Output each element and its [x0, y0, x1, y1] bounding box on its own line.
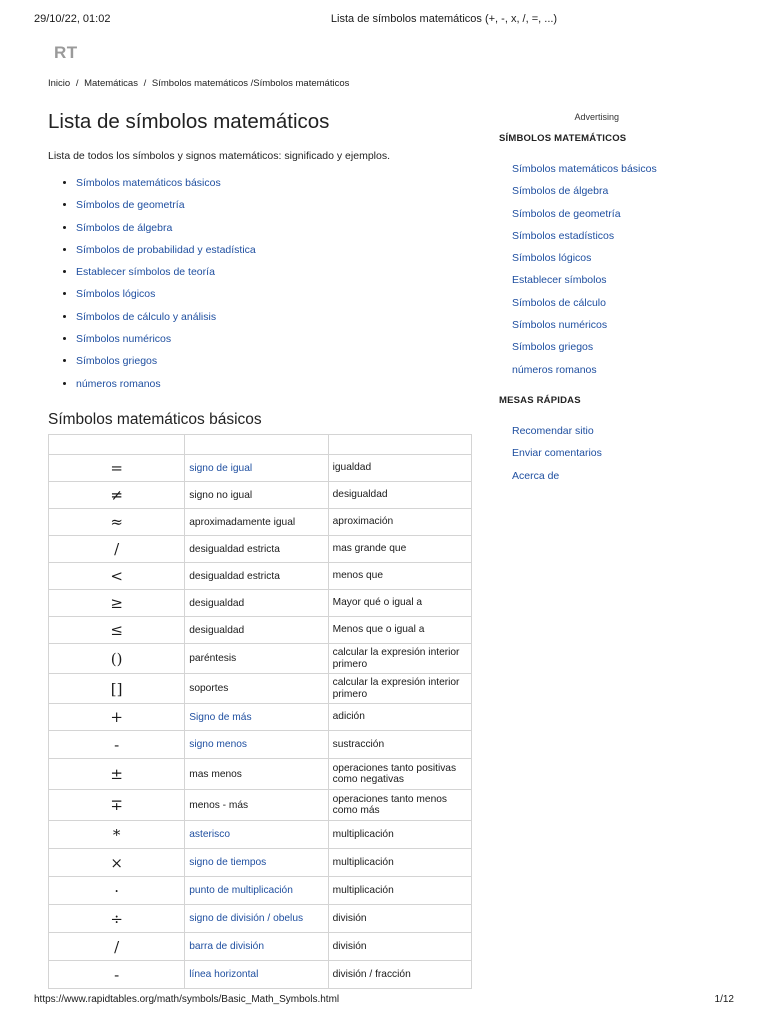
meaning-cell: multiplicación — [328, 849, 471, 877]
sidebar-item — [512, 229, 729, 251]
symbol-name-cell: desigualdad estricta — [185, 536, 328, 563]
meaning-cell: multiplicación — [328, 877, 471, 905]
sidebar-item — [512, 251, 729, 273]
toc-link-calculus[interactable]: Símbolos de cálculo y análisis — [76, 310, 217, 323]
toc-link-greek[interactable]: Símbolos griegos — [76, 355, 158, 368]
breadcrumb-home[interactable]: Inicio — [48, 78, 71, 89]
sidebar-link-statistics[interactable]: Símbolos estadísticos — [512, 229, 615, 242]
sidebar-quick-links — [512, 424, 729, 491]
meaning-cell: división — [328, 905, 471, 933]
sidebar-item — [512, 446, 729, 468]
toc-link-algebra[interactable]: Símbolos de álgebra — [76, 221, 173, 234]
symbol-name-link[interactable]: signo menos — [185, 731, 328, 759]
section-title: Símbolos matemáticos básicos — [48, 410, 262, 428]
symbol-cell: < — [49, 563, 185, 590]
symbol-name-link[interactable]: barra de división — [185, 933, 328, 961]
symbol-cell: - — [49, 731, 185, 759]
symbol-name-cell: desigualdad — [185, 590, 328, 617]
table-row — [49, 731, 472, 759]
meaning-cell: adición — [328, 704, 471, 731]
main-content — [48, 108, 474, 429]
sidebar-link-sets[interactable]: Establecer símbolos — [512, 274, 607, 287]
toc-item — [76, 332, 474, 354]
toc-item — [76, 310, 474, 332]
sidebar-link-calculus[interactable]: Símbolos de cálculo — [512, 296, 606, 309]
meaning-cell: Mayor qué o igual a — [328, 590, 471, 617]
symbol-cell: ≤ — [49, 617, 185, 644]
table-row — [49, 617, 472, 644]
toc-link-roman[interactable]: números romanos — [76, 377, 161, 390]
table-row — [49, 905, 472, 933]
toc-item — [76, 176, 474, 198]
sidebar-item — [512, 318, 729, 340]
meaning-cell: sustracción — [328, 731, 471, 759]
sidebar-math-links — [512, 162, 729, 385]
meaning-cell: operaciones tanto positivas como negativas — [328, 759, 471, 790]
breadcrumb-separator: / — [143, 78, 147, 89]
symbol-cell: ∓ — [49, 790, 185, 821]
symbol-name-link[interactable]: Signo de más — [185, 704, 328, 731]
table-header-cell — [185, 435, 328, 455]
symbol-name-cell: aproximadamente igual — [185, 509, 328, 536]
sidebar-link-feedback[interactable]: Enviar comentarios — [512, 447, 602, 460]
symbol-name-link[interactable]: asterisco — [185, 821, 328, 849]
symbol-name-link[interactable]: punto de multiplicación — [185, 877, 328, 905]
meaning-cell: mas grande que — [328, 536, 471, 563]
toc-item — [76, 354, 474, 376]
meaning-cell: división / fracción — [328, 961, 471, 989]
symbol-name-cell: soportes — [185, 674, 328, 704]
toc-link-numeral[interactable]: Símbolos numéricos — [76, 333, 172, 346]
table-row — [49, 455, 472, 482]
table-row — [49, 536, 472, 563]
meaning-cell: calcular la expresión interior primero — [328, 644, 471, 674]
toc-item — [76, 198, 474, 220]
symbol-cell: × — [49, 849, 185, 877]
sidebar-link-basic[interactable]: Símbolos matemáticos básicos — [512, 163, 657, 175]
table-row — [49, 590, 472, 617]
toc-item — [76, 265, 474, 287]
symbol-cell: ≥ — [49, 590, 185, 617]
meaning-cell: división — [328, 933, 471, 961]
table-row — [49, 961, 472, 989]
table-row — [49, 704, 472, 731]
intro-text: Lista de todos los símbolos y signos matemáticos: significado y ejemplos. — [48, 150, 390, 162]
symbol-cell: ≈ — [49, 509, 185, 536]
toc-link-probability[interactable]: Símbolos de probabilidad y estadística — [76, 243, 256, 256]
sidebar-item — [512, 469, 729, 491]
sidebar-link-numeral[interactable]: Símbolos numéricos — [512, 319, 608, 332]
symbol-name-cell: paréntesis — [185, 644, 328, 674]
meaning-cell: igualdad — [328, 455, 471, 482]
table-header-cell — [49, 435, 185, 455]
sidebar-item — [512, 184, 729, 206]
sidebar-link-algebra[interactable]: Símbolos de álgebra — [512, 185, 609, 198]
symbol-cell: ≠ — [49, 482, 185, 509]
breadcrumb-math[interactable]: Matemáticas — [84, 78, 138, 89]
symbol-name-cell: desigualdad estricta — [185, 563, 328, 590]
site-logo[interactable]: RT — [54, 43, 78, 62]
toc-link-logic[interactable]: Símbolos lógicos — [76, 288, 156, 301]
sidebar-heading-math-symbols: SÍMBOLOS MATEMÁTICOS — [499, 133, 627, 144]
advertising-label: Advertising — [574, 112, 619, 122]
table-row — [49, 759, 472, 790]
sidebar-item — [512, 340, 729, 362]
sidebar-link-greek[interactable]: Símbolos griegos — [512, 341, 594, 354]
symbol-cell: / — [49, 933, 185, 961]
sidebar-link-about[interactable]: Acerca de — [512, 469, 560, 482]
table-row — [49, 482, 472, 509]
symbol-name-link[interactable]: signo de división / obelus — [185, 905, 328, 933]
sidebar — [499, 112, 729, 491]
meaning-cell: calcular la expresión interior primero — [328, 674, 471, 704]
table-row — [49, 563, 472, 590]
sidebar-item — [512, 363, 729, 385]
table-row — [49, 790, 472, 821]
sidebar-item — [512, 296, 729, 318]
print-page-number: 1/12 — [714, 994, 734, 1005]
table-row — [49, 821, 472, 849]
symbol-cell: [] — [49, 674, 185, 704]
symbol-name-cell: menos - más — [185, 790, 328, 821]
meaning-cell: desigualdad — [328, 482, 471, 509]
sidebar-link-roman[interactable]: números romanos — [512, 363, 597, 376]
toc-item — [76, 287, 474, 309]
print-document-title: Lista de símbolos matemáticos (+, -, x, /, =, ...) — [330, 13, 558, 25]
symbol-cell: · — [49, 877, 185, 905]
sidebar-item — [512, 207, 729, 229]
toc-link-geometry[interactable]: Símbolos de geometría — [76, 199, 185, 212]
sidebar-item — [512, 162, 729, 184]
table-header-row — [49, 435, 472, 455]
symbol-name-cell: desigualdad — [185, 617, 328, 644]
toc-item — [76, 377, 474, 399]
symbol-name-link[interactable]: signo de tiempos — [185, 849, 328, 877]
sidebar-link-logic[interactable]: Símbolos lógicos — [512, 252, 592, 265]
breadcrumb-current: Símbolos matemáticos /Símbolos matemáticos — [151, 78, 350, 89]
toc-link-basic[interactable]: Símbolos matemáticos básicos — [76, 177, 221, 189]
symbol-name-cell: mas menos — [185, 759, 328, 790]
toc-link-set-theory[interactable]: Establecer símbolos de teoría — [76, 266, 215, 279]
symbol-cell: = — [49, 455, 185, 482]
symbol-cell: - — [49, 961, 185, 989]
table-row — [49, 933, 472, 961]
table-row — [49, 674, 472, 704]
meaning-cell: operaciones tanto menos como más — [328, 790, 471, 821]
print-datetime: 29/10/22, 01:02 — [34, 13, 111, 25]
sidebar-item — [512, 424, 729, 446]
meaning-cell: menos que — [328, 563, 471, 590]
page-title: Lista de símbolos matemáticos — [48, 110, 330, 133]
symbols-table-body — [49, 435, 472, 989]
sidebar-heading-quick-tables: MESAS RÁPIDAS — [499, 394, 581, 406]
symbol-cell: ± — [49, 759, 185, 790]
meaning-cell: aproximación — [328, 509, 471, 536]
symbol-name-link[interactable]: línea horizontal — [185, 961, 328, 989]
symbols-table — [48, 434, 472, 989]
toc-item — [76, 243, 474, 265]
table-row — [49, 849, 472, 877]
meaning-cell: Menos que o igual a — [328, 617, 471, 644]
symbol-cell: / — [49, 536, 185, 563]
sidebar-link-geometry[interactable]: Símbolos de geometría — [512, 207, 621, 220]
symbol-cell: ÷ — [49, 905, 185, 933]
sidebar-item — [512, 273, 729, 295]
symbol-cell: + — [49, 704, 185, 731]
table-row — [49, 509, 472, 536]
table-header-cell — [328, 435, 471, 455]
print-header — [34, 13, 734, 33]
meaning-cell: multiplicación — [328, 821, 471, 849]
breadcrumb — [48, 78, 352, 89]
toc-item — [76, 221, 474, 243]
table-of-contents — [48, 176, 474, 399]
table-row — [49, 644, 472, 674]
symbol-cell: () — [49, 644, 185, 674]
symbol-name-cell: signo no igual — [185, 482, 328, 509]
sidebar-link-recommend[interactable]: Recomendar sitio — [512, 424, 594, 437]
breadcrumb-separator: / — [75, 78, 79, 89]
symbol-cell: * — [49, 821, 185, 849]
table-row — [49, 877, 472, 905]
symbol-name-link[interactable]: signo de igual — [185, 455, 328, 482]
print-url: https://www.rapidtables.org/math/symbols/Basic_Math_Symbols.html — [34, 994, 340, 1005]
